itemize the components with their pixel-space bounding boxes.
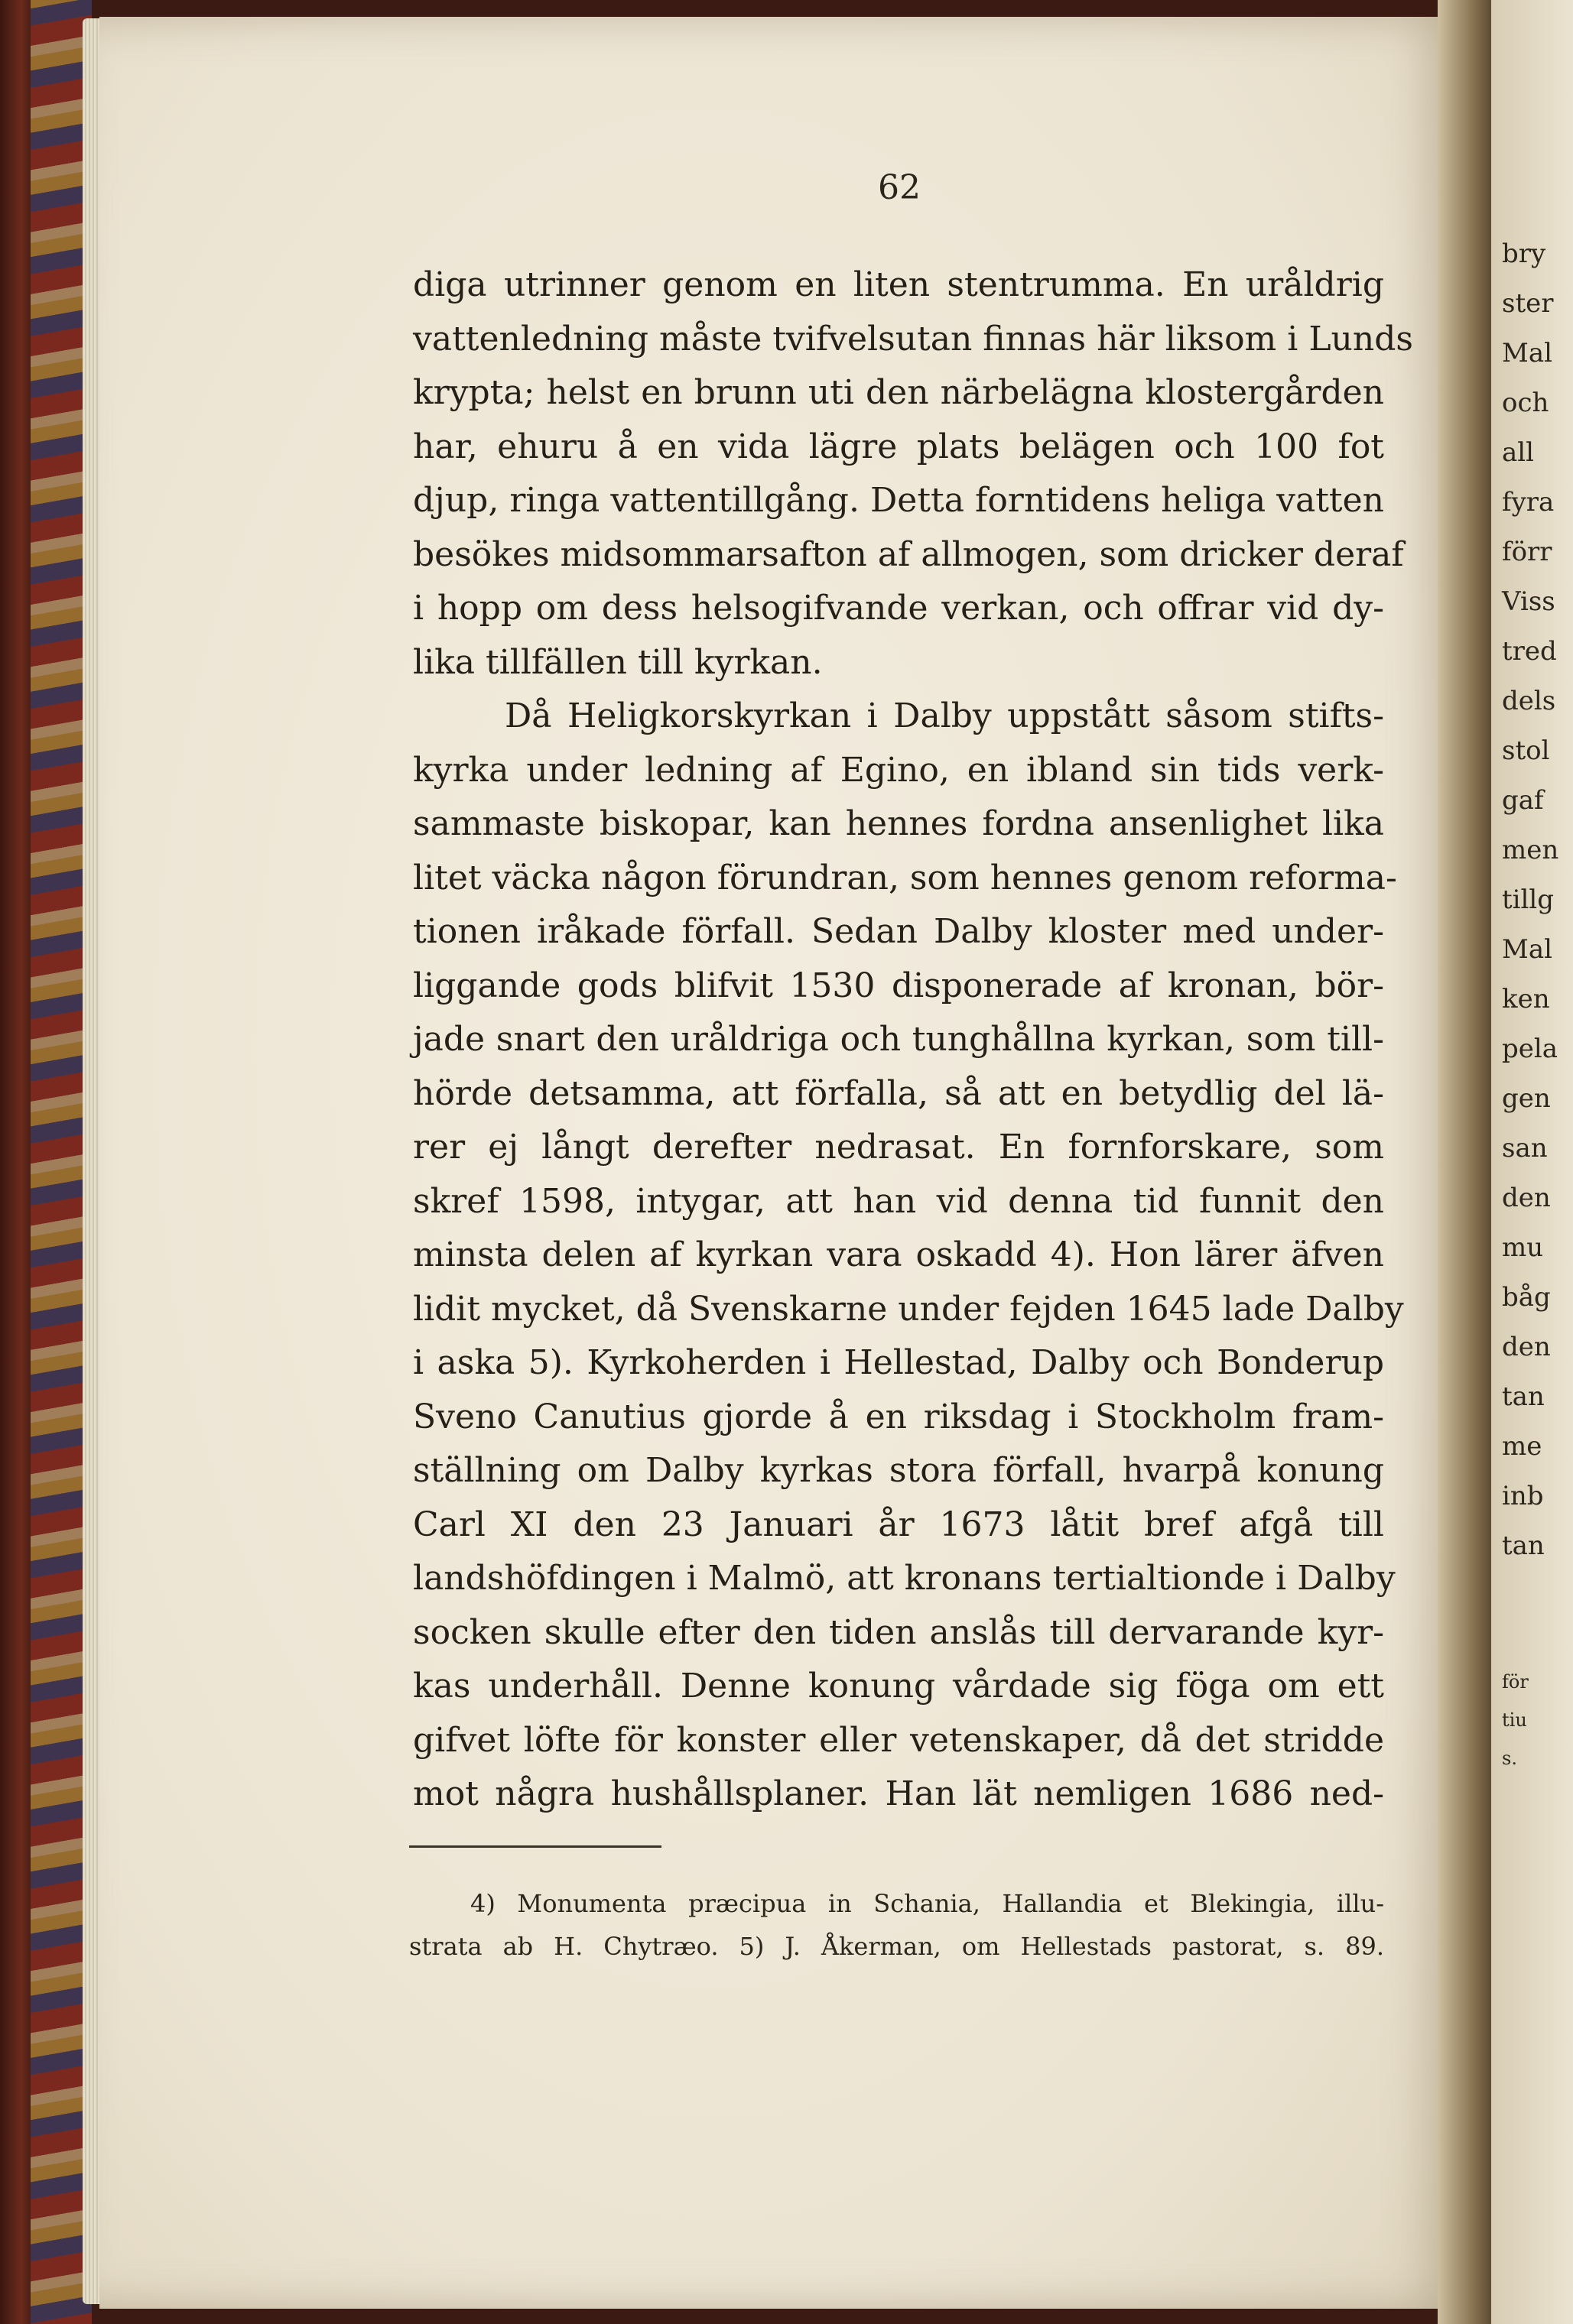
text-line: diga utrinner genom en liten stentrumma. En uråldrig: [413, 265, 1384, 304]
text-line: vattenledning måste tvifvelsutan finnas här liksom i Lunds: [413, 319, 1413, 359]
text-line: lika tillfällen till kyrkan.: [413, 642, 823, 682]
facing-footnote-fragment: för: [1502, 1671, 1529, 1693]
facing-line-fragment: tan: [1502, 1381, 1545, 1412]
footnote-rule: [409, 1845, 661, 1848]
text-line: hörde detsamma, att förfalla, så att en betydlig del lä-: [413, 1073, 1384, 1113]
facing-line-fragment: tred: [1502, 636, 1557, 667]
facing-page: [1491, 0, 1573, 2324]
text-line: gifvet löfte för konster eller vetenskaper, då det stridde: [413, 1720, 1384, 1760]
text-line: besökes midsommarsafton af allmogen, som dricker deraf: [413, 534, 1404, 574]
text-line: djup, ringa vattentillgång. Detta forntidens heliga vatten: [413, 481, 1384, 520]
text-line: krypta; helst en brunn uti den närbelägna klostergården: [413, 373, 1384, 412]
facing-line-fragment: Viss: [1502, 586, 1555, 617]
facing-line-fragment: pela: [1502, 1034, 1558, 1064]
facing-footnote-fragment: s.: [1502, 1748, 1517, 1769]
text-line: rer ej långt derefter nedrasat. En fornforskare, som: [413, 1128, 1384, 1167]
text-line: har, ehuru å en vida lägre plats belägen och 100 fot: [413, 427, 1384, 466]
text-line: minsta delen af kyrkan vara oskadd 4). Hon lärer äfven: [413, 1235, 1384, 1274]
facing-line-fragment: bry: [1502, 239, 1546, 269]
facing-line-fragment: Mal: [1502, 338, 1552, 368]
facing-line-fragment: den: [1502, 1183, 1551, 1213]
text-line: mot några hushållsplaner. Han lät nemligen 1686 ned-: [413, 1774, 1384, 1813]
text-line: kyrka under ledning af Egino, en ibland sin tids verk-: [413, 750, 1384, 790]
text-line: sammaste biskopar, kan hennes fordna ansenlighet lika: [413, 804, 1384, 843]
facing-gap: [1491, 1571, 1573, 1663]
facing-line-fragment: ken: [1502, 984, 1550, 1014]
facing-line-fragment: båg: [1502, 1282, 1551, 1313]
text-line: ställning om Dalby kyrkas stora förfall, hvarpå konung: [413, 1451, 1384, 1490]
text-line: i hopp om dess helsogifvande verkan, och offrar vid dy-: [413, 589, 1384, 628]
page-number: 62: [878, 168, 921, 207]
text-line: jade snart den uråldriga och tunghållna kyrkan, som till-: [413, 1020, 1384, 1059]
facing-line-fragment: den: [1502, 1332, 1551, 1362]
facing-footnote-fragment: tiu: [1502, 1709, 1527, 1731]
text-line: liggande gods blifvit 1530 disponerade af kronan, bör-: [413, 966, 1384, 1005]
text-line: Sveno Canutius gjorde å en riksdag i Stockholm fram-: [413, 1397, 1384, 1436]
facing-line-fragment: gen: [1502, 1083, 1551, 1114]
facing-line-fragment: fyra: [1502, 487, 1555, 518]
facing-line-fragment: och: [1502, 388, 1549, 418]
text-line: Då Heligkorskyrkan i Dalby uppstått såsom stifts-: [505, 696, 1384, 735]
text-line: lidit mycket, då Svenskarne under fejden 1645 lade Dalby: [413, 1289, 1404, 1329]
text-line: socken skulle efter den tiden anslås till dervarande kyr-: [413, 1612, 1384, 1652]
book-gutter: [1438, 0, 1491, 2324]
facing-line-fragment: all: [1502, 437, 1535, 468]
text-line: Carl XI den 23 Januari år 1673 låtit bref afgå till: [413, 1504, 1384, 1544]
text-line: landshöfdingen i Malmö, att kronans tertialtionde i Dalby: [413, 1559, 1396, 1598]
facing-line-fragment: san: [1502, 1133, 1548, 1164]
facing-top-margin: [1491, 0, 1573, 229]
facing-line-fragment: förr: [1502, 537, 1552, 567]
facing-line-fragment: tan: [1502, 1530, 1545, 1561]
facing-line-fragment: tillg: [1502, 884, 1555, 915]
footnotes: [409, 1882, 1384, 1968]
facing-line-fragment: dels: [1502, 686, 1556, 716]
facing-line-fragment: gaf: [1502, 785, 1544, 816]
facing-line-fragment: me: [1502, 1431, 1542, 1462]
facing-line-fragment: Mal: [1502, 934, 1552, 965]
text-line: i aska 5). Kyrkoherden i Hellestad, Dalby och Bonderup: [413, 1343, 1384, 1382]
book-spine-leather: [0, 0, 31, 2324]
footnote-line: strata ab H. Chytræo. 5) J. Åkerman, om Hellestads pastorat, s. 89.: [409, 1932, 1384, 1961]
body-text: [413, 258, 1413, 1822]
facing-line-fragment: mu: [1502, 1232, 1544, 1263]
text-line: kas underhåll. Denne konung vårdade sig föga om ett: [413, 1667, 1384, 1706]
facing-line-fragment: inb: [1502, 1481, 1544, 1511]
text-line: litet väcka någon förundran, som hennes genom reforma-: [413, 858, 1397, 897]
facing-line-fragment: ster: [1502, 288, 1554, 319]
facing-line-fragment: men: [1502, 835, 1559, 865]
footnote-line: 4) Monumenta præcipua in Schania, Hallandia et Blekingia, illu-: [470, 1889, 1384, 1918]
facing-line-fragment: stol: [1502, 735, 1550, 766]
text-line: skref 1598, intygar, att han vid denna tid funnit den: [413, 1181, 1384, 1221]
text-line: tionen iråkade förfall. Sedan Dalby kloster med under-: [413, 912, 1384, 951]
